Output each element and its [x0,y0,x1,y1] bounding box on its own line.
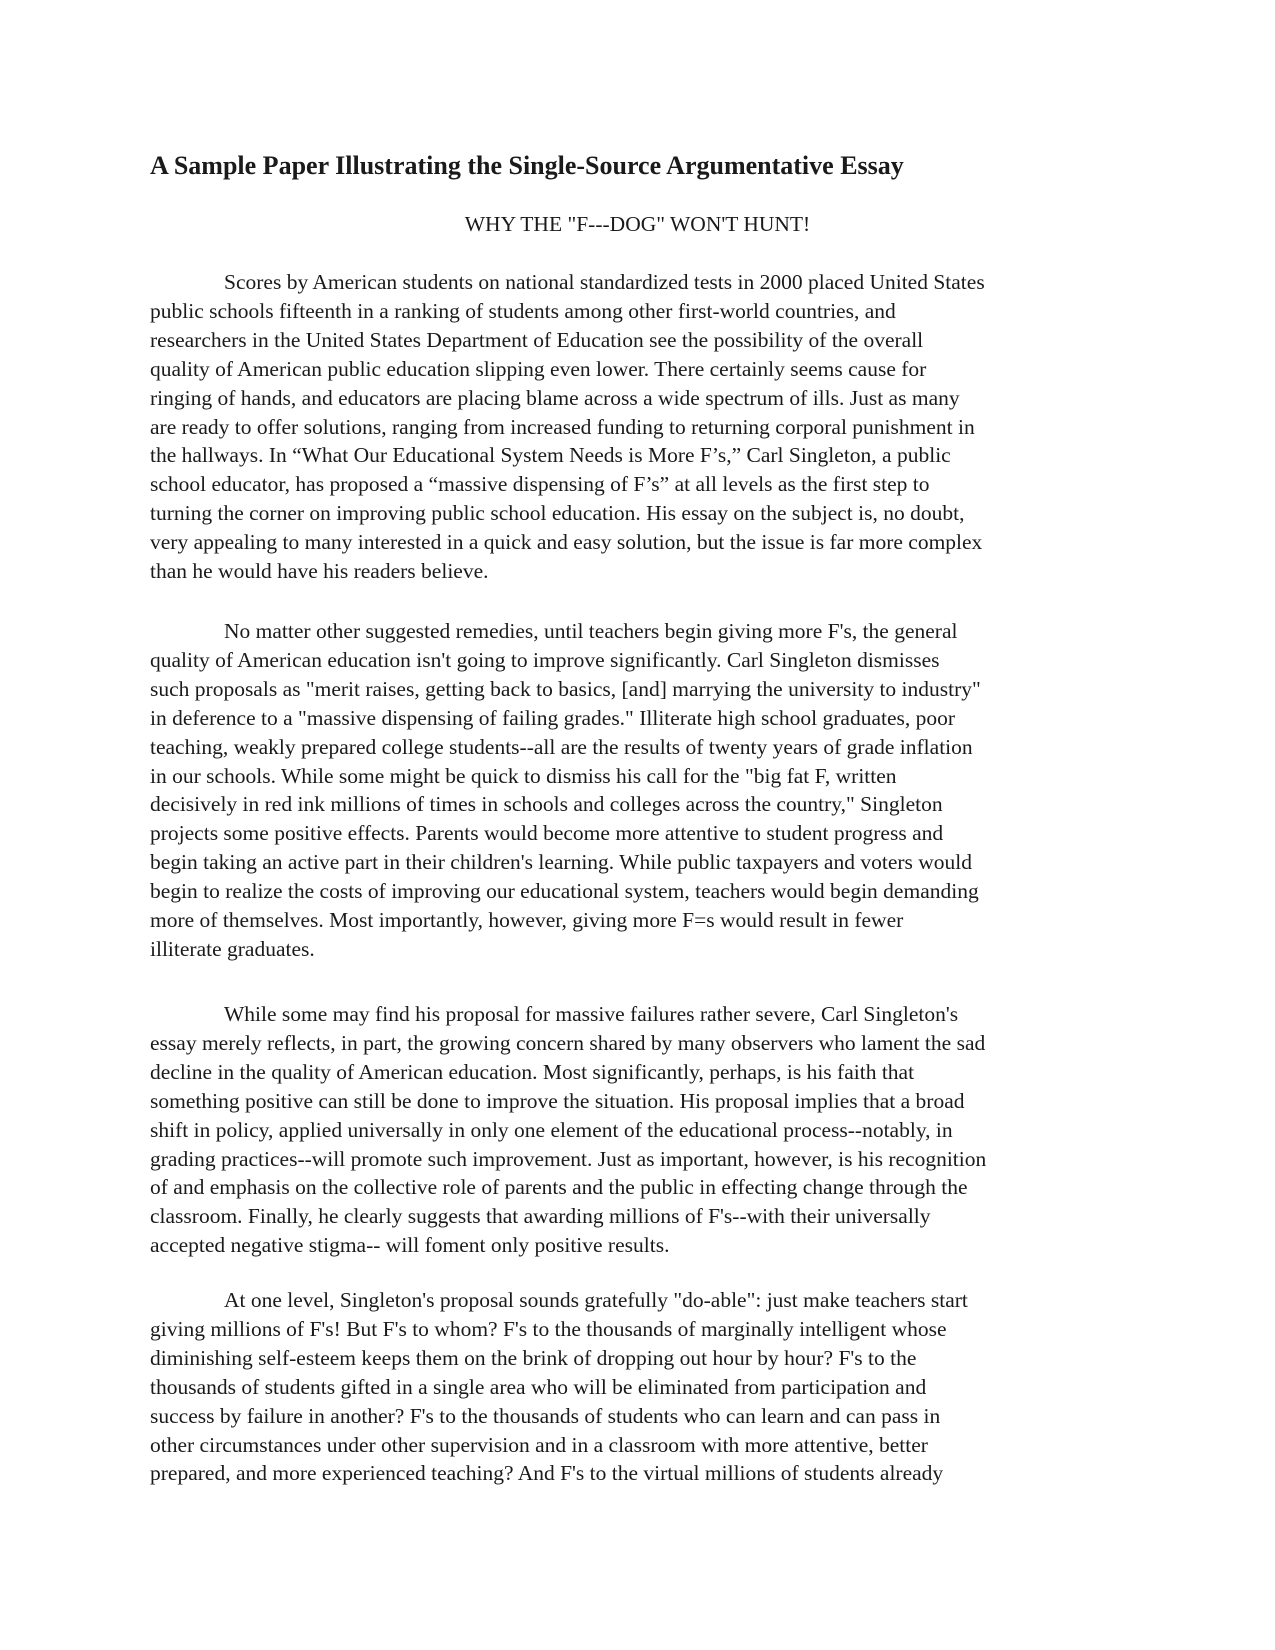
paragraph-line: than he would have his readers believe. [150,559,489,584]
paragraph-line: prepared, and more experienced teaching? And F's to the virtual millions of students already [150,1461,944,1486]
paragraph-line: No matter other suggested remedies, until teachers begin giving more F's, the general [224,619,958,643]
paragraph-line: decline in the quality of American education. Most significantly, perhaps, is his faith that [150,1059,915,1084]
paragraph-line: something positive can still be done to improve the situation. His proposal implies that a broad [150,1088,965,1113]
paragraph-line: teaching, weakly prepared college students--all are the results of twenty years of grade inflation [150,734,973,759]
paragraph-line: thousands of students gifted in a single area who will be eliminated from participation and [150,1374,927,1399]
paragraph-line: success by failure in another? F's to the thousands of students who can learn and can pass in [150,1403,941,1428]
paragraph-4 [150,1286,1110,1488]
paragraph-line: in our schools. While some might be quick to dismiss his call for the "big fat F, written [150,763,897,788]
paragraph-line: public schools fifteenth in a ranking of students among other first-world countries, and [150,298,896,323]
paragraph-line: more of themselves. Most importantly, however, giving more F=s would result in fewer [150,908,904,933]
paragraph-line: shift in policy, applied universally in only one element of the educational process--notably, in [150,1117,953,1142]
paragraph-line: quality of American education isn't going to improve significantly. Carl Singleton dismisses [150,647,940,672]
paragraph-line: turning the corner on improving public school education. His essay on the subject is, no doubt, [150,501,965,526]
paragraph-line: other circumstances under other supervision and in a classroom with more attentive, better [150,1432,928,1457]
paragraph-line: illiterate graduates. [150,936,315,961]
paragraph-line: begin to realize the costs of improving our educational system, teachers would begin demanding [150,879,979,904]
paragraph-line: While some may find his proposal for massive failures rather severe, Carl Singleton's [224,1002,959,1026]
paragraph-line: ringing of hands, and educators are placing blame across a wide spectrum of ills. Just as many [150,385,960,410]
paragraph-line: researchers in the United States Department of Education see the possibility of the overall [150,327,924,352]
paragraph-line: of and emphasis on the collective role of parents and the public in effecting change through the [150,1175,968,1200]
paragraph-1 [150,268,1110,586]
paragraph-line: grading practices--will promote such improvement. Just as important, however, is his recognition [150,1146,987,1171]
paragraph-line: accepted negative stigma-- will foment only positive results. [150,1233,670,1258]
paragraph-line: very appealing to many interested in a quick and easy solution, but the issue is far more complex [150,530,983,555]
paragraph-line: At one level, Singleton's proposal sounds gratefully "do-able": just make teachers start [224,1288,968,1312]
paragraph-line: school educator, has proposed a “massive dispensing of F’s” at all levels as the first step to [150,472,930,497]
essay-heading: WHY THE "F---DOG" WON'T HUNT! [464,212,811,236]
paragraph-line: essay merely reflects, in part, the growing concern shared by many observers who lament the sad [150,1030,986,1055]
paragraph-2 [150,617,1110,964]
paragraph-line: projects some positive effects. Parents would become more attentive to student progress and [150,821,944,846]
paragraph-line: the hallways. In “What Our Educational System Needs is More F’s,” Carl Singleton, a public [150,443,951,468]
paragraph-line: classroom. Finally, he clearly suggests that awarding millions of F's--with their universally [150,1204,931,1229]
paragraph-line: diminishing self-esteem keeps them on the brink of dropping out hour by hour? F's to the [150,1345,917,1370]
paragraph-line: giving millions of F's! But F's to whom? F's to the thousands of marginally intelligent whose [150,1316,947,1341]
paragraph-line: quality of American public education slipping even lower. There certainly seems cause for [150,356,927,381]
paragraph-line: are ready to offer solutions, ranging from increased funding to returning corporal punishment in [150,414,975,439]
document-title: A Sample Paper Illustrating the Single-Source Argumentative Essay [150,151,904,180]
paragraph-line: decisively in red ink millions of times in schools and colleges across the country," Singleton [150,792,943,817]
paragraph-line: Scores by American students on national standardized tests in 2000 placed United States [224,270,985,294]
paragraph-line: in deference to a "massive dispensing of failing grades." Illiterate high school graduates, poor [150,705,956,730]
paragraph-line: begin taking an active part in their children's learning. While public taxpayers and voters would [150,850,973,875]
paragraph-line: such proposals as "merit raises, getting back to basics, [and] marrying the university to industry" [150,676,981,701]
paragraph-3 [150,1000,1110,1260]
